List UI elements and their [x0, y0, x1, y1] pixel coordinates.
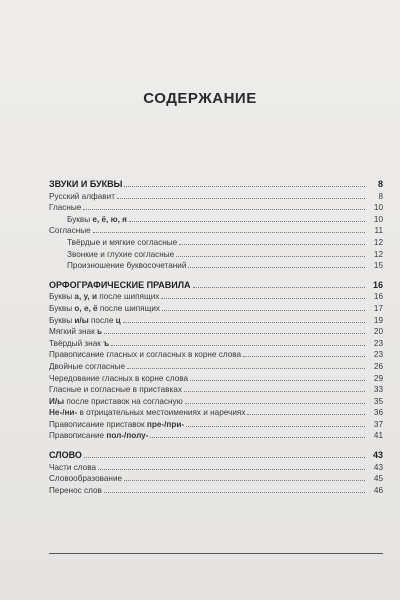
toc-entry-label: [49, 326, 102, 338]
toc-entry[interactable]: [49, 314, 383, 326]
toc-page-number: 23: [373, 338, 383, 348]
dot-leader: [186, 418, 365, 427]
toc-entry[interactable]: [49, 337, 383, 349]
toc-page-number: 8: [378, 191, 383, 201]
toc-section-heading[interactable]: [49, 178, 383, 190]
toc-entry[interactable]: [49, 395, 383, 407]
toc-page-number: 16: [372, 279, 383, 290]
toc-section: [49, 178, 383, 271]
toc-page-number: 17: [373, 303, 383, 313]
dot-leader: [129, 213, 365, 222]
toc-page-number: 8: [377, 179, 383, 189]
toc-page-number: 20: [373, 327, 383, 337]
toc-heading-label: ЗВУКИ И БУКВЫ: [49, 179, 123, 189]
toc-entry-label: Чередование гласных в корне слова: [49, 373, 189, 383]
toc-entry-label: Части слова: [49, 462, 97, 472]
toc-entry[interactable]: [49, 406, 383, 418]
toc-entry-label: [49, 396, 183, 408]
toc-page-number: 35: [373, 396, 383, 406]
dot-leader: [188, 259, 365, 268]
toc-section-heading[interactable]: [49, 279, 383, 291]
dot-leader: [179, 236, 365, 245]
toc-page-number: 19: [373, 315, 383, 325]
toc-entry[interactable]: [49, 290, 383, 302]
toc-heading-label: СЛОВО: [49, 450, 82, 461]
toc-entry[interactable]: [49, 418, 383, 430]
entry-bold-text: а, у, и: [74, 292, 98, 302]
toc-entry-label: [49, 430, 148, 442]
dot-leader: [243, 348, 365, 357]
page-title: СОДЕРЖАНИЕ: [143, 90, 257, 107]
toc-entry-label: [49, 291, 159, 303]
toc-entry-label: Русский алфавит: [49, 191, 115, 201]
toc-entry[interactable]: [49, 190, 383, 202]
toc-entry-label: [49, 338, 109, 350]
dot-leader: [161, 290, 365, 299]
bottom-divider: [49, 553, 383, 554]
toc-entry[interactable]: [49, 236, 383, 248]
toc-entry[interactable]: [49, 224, 383, 236]
entry-text: Буквы: [49, 292, 75, 302]
toc-page-number: 10: [373, 214, 383, 224]
toc-entry[interactable]: [49, 360, 383, 372]
entry-text: после шипящих: [97, 303, 160, 313]
dot-leader: [162, 302, 365, 311]
toc-entry-label: Произношение буквосочетаний: [67, 261, 187, 271]
dot-leader: [117, 190, 365, 199]
toc-page-number: 15: [373, 261, 383, 271]
toc-entry[interactable]: [49, 429, 383, 441]
entry-text: Твёрдый знак: [49, 338, 104, 348]
toc-page-number: 46: [373, 485, 383, 495]
toc-entry[interactable]: [49, 248, 383, 260]
dot-leader: [247, 406, 365, 415]
entry-bold-text: И/ы: [49, 396, 65, 406]
toc-section-heading[interactable]: [49, 449, 383, 461]
dot-leader: [150, 429, 365, 438]
entry-bold-text: е, ё, ю, я: [92, 214, 127, 224]
toc-entry-label: Гласные: [49, 203, 82, 213]
toc-entry[interactable]: [49, 325, 383, 337]
toc-entry[interactable]: [49, 259, 383, 271]
toc-entry[interactable]: [49, 302, 383, 314]
toc-entry-label: Твёрдые и мягкие согласные: [67, 237, 178, 247]
dot-leader: [124, 178, 365, 187]
entry-text: Мягкий знак: [49, 327, 97, 337]
toc-entry[interactable]: [49, 472, 383, 484]
dot-leader: [127, 360, 365, 369]
entry-text: Правописание приставок: [49, 419, 147, 429]
entry-bold-text: ь: [96, 327, 102, 337]
entry-bold-text: и/ы: [74, 315, 89, 325]
toc-page-number: 45: [373, 474, 383, 484]
entry-bold-text: ц: [115, 315, 121, 325]
toc-page-number: 12: [373, 237, 383, 247]
toc-entry-label: Согласные: [49, 226, 91, 236]
toc-entry[interactable]: [49, 213, 383, 225]
toc-page-number: 43: [373, 462, 383, 472]
dot-leader: [185, 395, 365, 404]
entry-bold-text: пол-/полу-: [106, 431, 149, 441]
toc-entry[interactable]: [49, 484, 383, 496]
table-of-contents: [49, 178, 383, 503]
toc-entry-label: Двойные согласные: [49, 361, 126, 371]
entry-text: после приставок на согласную: [64, 396, 183, 406]
dot-leader: [184, 383, 365, 392]
toc-page-number: 43: [372, 450, 383, 461]
dot-leader: [124, 472, 365, 481]
entry-text: Буквы: [49, 303, 75, 313]
toc-entry[interactable]: [49, 372, 383, 384]
entry-text: после шипящих: [97, 292, 160, 302]
entry-text: Буквы: [49, 315, 75, 325]
entry-text: после: [88, 315, 116, 325]
toc-entry-label: Правописание гласных и согласных в корне слова: [49, 350, 242, 360]
toc-page-number: 16: [373, 292, 383, 302]
entry-text: Буквы: [67, 214, 93, 224]
dot-leader: [193, 279, 365, 288]
toc-page-number: 12: [373, 249, 383, 259]
entry-bold-text: ъ: [103, 338, 110, 348]
dot-leader: [190, 372, 365, 381]
toc-heading-label: ОРФОГРАФИЧЕСКИЕ ПРАВИЛА: [49, 279, 191, 290]
toc-entry-label: Гласные и согласные в приставках: [49, 385, 182, 395]
toc-page-number: 37: [373, 419, 383, 429]
toc-page-number: 36: [373, 408, 383, 418]
dot-leader: [104, 325, 365, 334]
toc-entry-label: Словообразование: [49, 474, 123, 484]
toc-page-number: 41: [373, 431, 383, 441]
toc-entry[interactable]: [49, 383, 383, 395]
dot-leader: [123, 314, 365, 323]
toc-page-number: 23: [373, 350, 383, 360]
toc-page-number: 10: [373, 203, 383, 213]
toc-entry[interactable]: [49, 348, 383, 360]
dot-leader: [98, 461, 365, 470]
entry-text: в отрицательных местоимениях и наречиях: [77, 408, 246, 418]
dot-leader: [83, 201, 365, 210]
toc-page-number: 11: [374, 226, 383, 236]
dot-leader: [176, 248, 365, 257]
toc-entry-label: Звонкие и глухие согласные: [67, 249, 175, 259]
toc-entry[interactable]: [49, 461, 383, 473]
dot-leader: [111, 337, 365, 346]
toc-entry-label: Перенос слов: [49, 485, 102, 495]
toc-section: [49, 279, 383, 441]
dot-leader: [93, 224, 365, 233]
toc-entry[interactable]: [49, 201, 383, 213]
entry-bold-text: Не-/ни-: [49, 408, 78, 418]
dot-leader: [104, 484, 365, 493]
entry-bold-text: пре-/при-: [146, 419, 185, 429]
toc-page-number: 33: [373, 385, 383, 395]
toc-section: [49, 449, 383, 495]
toc-page-number: 26: [373, 361, 383, 371]
toc-page-number: 29: [373, 373, 383, 383]
entry-bold-text: о, е, ё: [74, 303, 98, 313]
dot-leader: [84, 449, 365, 458]
entry-text: Правописание: [49, 431, 107, 441]
